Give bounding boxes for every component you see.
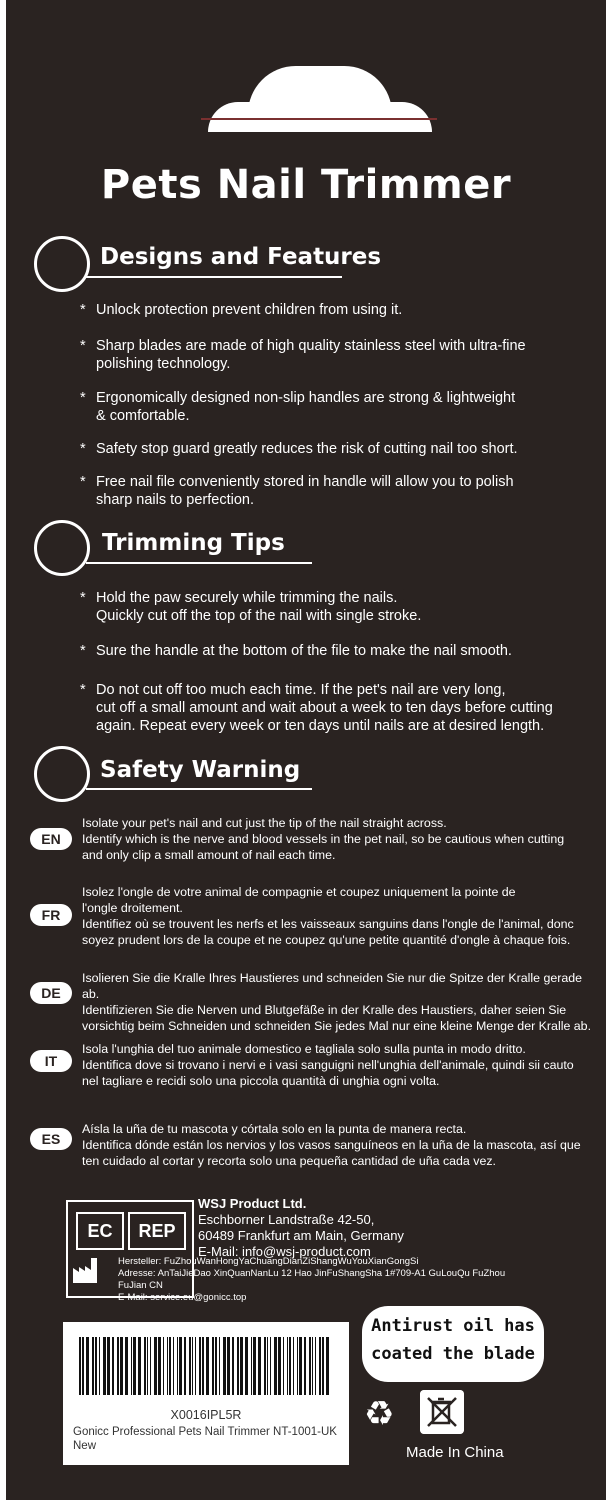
packaging-card — [6, 0, 606, 1500]
barcode-bar — [312, 1337, 313, 1395]
tips-bullet: * Sure the handle at the bottom of the file to make the nail smooth. — [80, 643, 512, 659]
section-circle-icon — [34, 746, 90, 802]
barcode-bar — [92, 1337, 94, 1395]
barcode-bar — [177, 1337, 178, 1395]
rep-label: REP — [128, 1212, 186, 1250]
barcode-bar — [173, 1337, 174, 1395]
designs-bullet: * Unlock protection prevent children from using it. — [80, 302, 403, 318]
barcode-bar — [319, 1337, 321, 1395]
barcode-bar — [237, 1337, 239, 1395]
tips-bullet: * Hold the paw securely while trimming the nails. Quickly cut off the top of the nail with single stroke. — [80, 590, 422, 624]
barcode-bar — [169, 1337, 171, 1395]
designs-bullet: * Free nail file conveniently stored in handle will allow you to polish sharp nails to perfection. — [80, 474, 514, 508]
barcode-bar — [258, 1337, 261, 1395]
barcode-bar — [253, 1337, 256, 1395]
made-in-label: Made In China — [406, 1444, 504, 1461]
barcode-bar — [219, 1337, 220, 1395]
safety-text-es: Aísla la uña de tu mascota y córtala solo en la punta de manera recta. Identifica dónde están los nervios y los vasos sanguíneos en la uña de la mascota, así que ten cuidado al cortar y recorta solo una pequeña cantidad de uña cada vez. — [82, 1122, 581, 1168]
lang-badge-fr: FR — [30, 904, 72, 926]
barcode-bar — [125, 1337, 128, 1395]
lang-badge-es: ES — [30, 1128, 72, 1150]
barcode-bar — [138, 1337, 141, 1395]
barcode-bar — [150, 1337, 151, 1395]
barcode-bar — [240, 1337, 243, 1395]
section-circle-icon — [34, 520, 90, 576]
safety-text-it: Isola l'unghia del tuo animale domestico e tagliala solo sulla punta in modo dritto. Identifica dove si trovano i nervi e i vasi sanguigni nell'unghia dell'animale, quindi sii cauto nel tagliare e recidi solo una piccola quantità di unghia ogni volta. — [82, 1042, 574, 1088]
barcode-bar — [270, 1337, 271, 1395]
barcode-bar — [264, 1337, 266, 1395]
barcode — [77, 1337, 335, 1395]
barcode-bar — [232, 1337, 234, 1395]
barcode-bar — [326, 1337, 329, 1395]
barcode-bar — [322, 1337, 324, 1395]
barcode-bar — [309, 1337, 311, 1395]
barcode-bar — [86, 1337, 89, 1395]
ec-rep-company: WSJ Product Ltd. — [198, 1196, 307, 1211]
barcode-bar — [189, 1337, 191, 1395]
antirust-badge: Antirust oil has coated the blade — [362, 1306, 544, 1382]
barcode-bar — [212, 1337, 214, 1395]
tips-bullet: * Do not cut off too much each time. If the pet's nail are very long, cut off a small amount and wait about a week to ten days before cutting again. Repeat every week or ten days until nails are at desired length. — [80, 682, 553, 734]
barcode-bar — [144, 1337, 146, 1395]
safety-heading: Safety Warning — [100, 757, 301, 783]
designs-bullet: * Ergonomically designed non-slip handles are strong & lightweight & comfortable. — [80, 390, 516, 424]
barcode-bar — [274, 1337, 277, 1395]
barcode-bar — [120, 1337, 123, 1395]
barcode-code: X0016IPL5R — [170, 1408, 242, 1422]
barcode-bar — [82, 1337, 84, 1395]
product-description: Gonicc Professional Pets Nail Trimmer NT-1001-UK New — [73, 1426, 337, 1452]
barcode-bar — [179, 1337, 182, 1395]
ec-rep-address: Eschborner Landstraße 42-50, 60489 Frankfurt am Main, Germany E-Mail: info@wsj-product.com — [198, 1212, 404, 1259]
barcode-bar — [202, 1337, 204, 1395]
barcode-bar — [283, 1337, 284, 1395]
product-title: Pets Nail Trimmer — [100, 162, 512, 208]
designs-bullet: * Sharp blades are made of high quality stainless steel with ultra-fine polishing technology. — [80, 338, 526, 372]
safety-text-de: Isolieren Sie die Kralle Ihres Haustieres und schneiden Sie nur die Spitze der Kralle gerade ab. Identifizieren Sie die Nerven und Blutgefäße in der Kralle des Haustiers, daher seien Sie vorsichtig beim Schneiden und schneiden Sie jedes Mal nur eine kleine Menge der Kralle ab. — [82, 971, 592, 1033]
barcode-bar — [299, 1337, 302, 1395]
barcode-bar — [154, 1337, 157, 1395]
barcode-bar — [245, 1337, 248, 1395]
barcode-bar — [192, 1337, 193, 1395]
barcode-label — [63, 1322, 349, 1465]
barcode-bar — [107, 1337, 110, 1395]
lang-badge-en: EN — [30, 828, 72, 850]
lang-badge-de: DE — [30, 982, 72, 1004]
barcode-bar — [147, 1337, 148, 1395]
hang-hole-edge — [201, 118, 437, 120]
safety-text-en: Isolate your pet's nail and cut just the tip of the nail straight across. Identify which is the nerve and blood vessels in the pet nail, so be cautious when cutting and only clip a small amount of nail each time. — [82, 816, 565, 862]
barcode-bar — [133, 1337, 136, 1395]
barcode-bar — [287, 1337, 288, 1395]
barcode-bar — [215, 1337, 217, 1395]
barcode-bar — [267, 1337, 268, 1395]
barcode-bar — [304, 1337, 306, 1395]
barcode-bar — [163, 1337, 164, 1395]
barcode-bar — [315, 1337, 316, 1395]
lang-badge-it: IT — [30, 1050, 72, 1072]
designs-underline — [84, 276, 342, 278]
barcode-bar — [103, 1337, 106, 1395]
barcode-bar — [278, 1337, 281, 1395]
barcode-bar — [79, 1337, 81, 1395]
section-circle-icon — [34, 236, 90, 292]
barcode-bar — [131, 1337, 132, 1395]
safety-text-fr: Isolez l'ongle de votre animal de compagnie et coupez uniquement la pointe de l'ongle droitement. Identifiez où se trouvent les nerfs et les vaisseaux sanguins dans l'ongle de l'animal, donc soyez prudent lors de la coupe et ne coupez qu'une petite quantité d'ongle à chaque fois. — [82, 885, 574, 947]
wheelie-bin-icon — [420, 1390, 464, 1434]
barcode-bar — [184, 1337, 186, 1395]
tips-underline — [86, 562, 312, 564]
barcode-bar — [223, 1337, 226, 1395]
ec-label: EC — [76, 1212, 124, 1250]
barcode-bar — [227, 1337, 230, 1395]
barcode-bar — [158, 1337, 161, 1395]
recycle-icon: ♻ — [364, 1395, 395, 1433]
barcode-bar — [95, 1337, 97, 1395]
barcode-bar — [195, 1337, 196, 1395]
tips-heading: Trimming Tips — [102, 530, 285, 556]
manufacturer-info: Hersteller: FuZhouWanHongYaChuangDianZiShangWuYouXianGongSi Adresse: AnTaiJieDao XinQuanNanLu 12 Hao JinFuShangSha 1#709-A1 GuLouQu FuZhou FuJian CN E-Mail: service.eu@gonicc.top — [118, 1256, 506, 1303]
designs-heading: Designs and Features — [100, 244, 382, 270]
barcode-bar — [99, 1337, 100, 1395]
designs-bullet: * Safety stop guard greatly reduces the risk of cutting nail too short. — [80, 441, 518, 457]
barcode-bar — [167, 1337, 168, 1395]
manufacturer-icon — [72, 1256, 100, 1284]
barcode-bar — [289, 1337, 291, 1395]
barcode-bar — [297, 1337, 298, 1395]
barcode-bar — [206, 1337, 209, 1395]
barcode-bar — [199, 1337, 201, 1395]
barcode-bar — [112, 1337, 114, 1395]
barcode-bar — [117, 1337, 119, 1395]
barcode-bar — [293, 1337, 294, 1395]
safety-underline — [86, 788, 312, 790]
barcode-bar — [251, 1337, 252, 1395]
